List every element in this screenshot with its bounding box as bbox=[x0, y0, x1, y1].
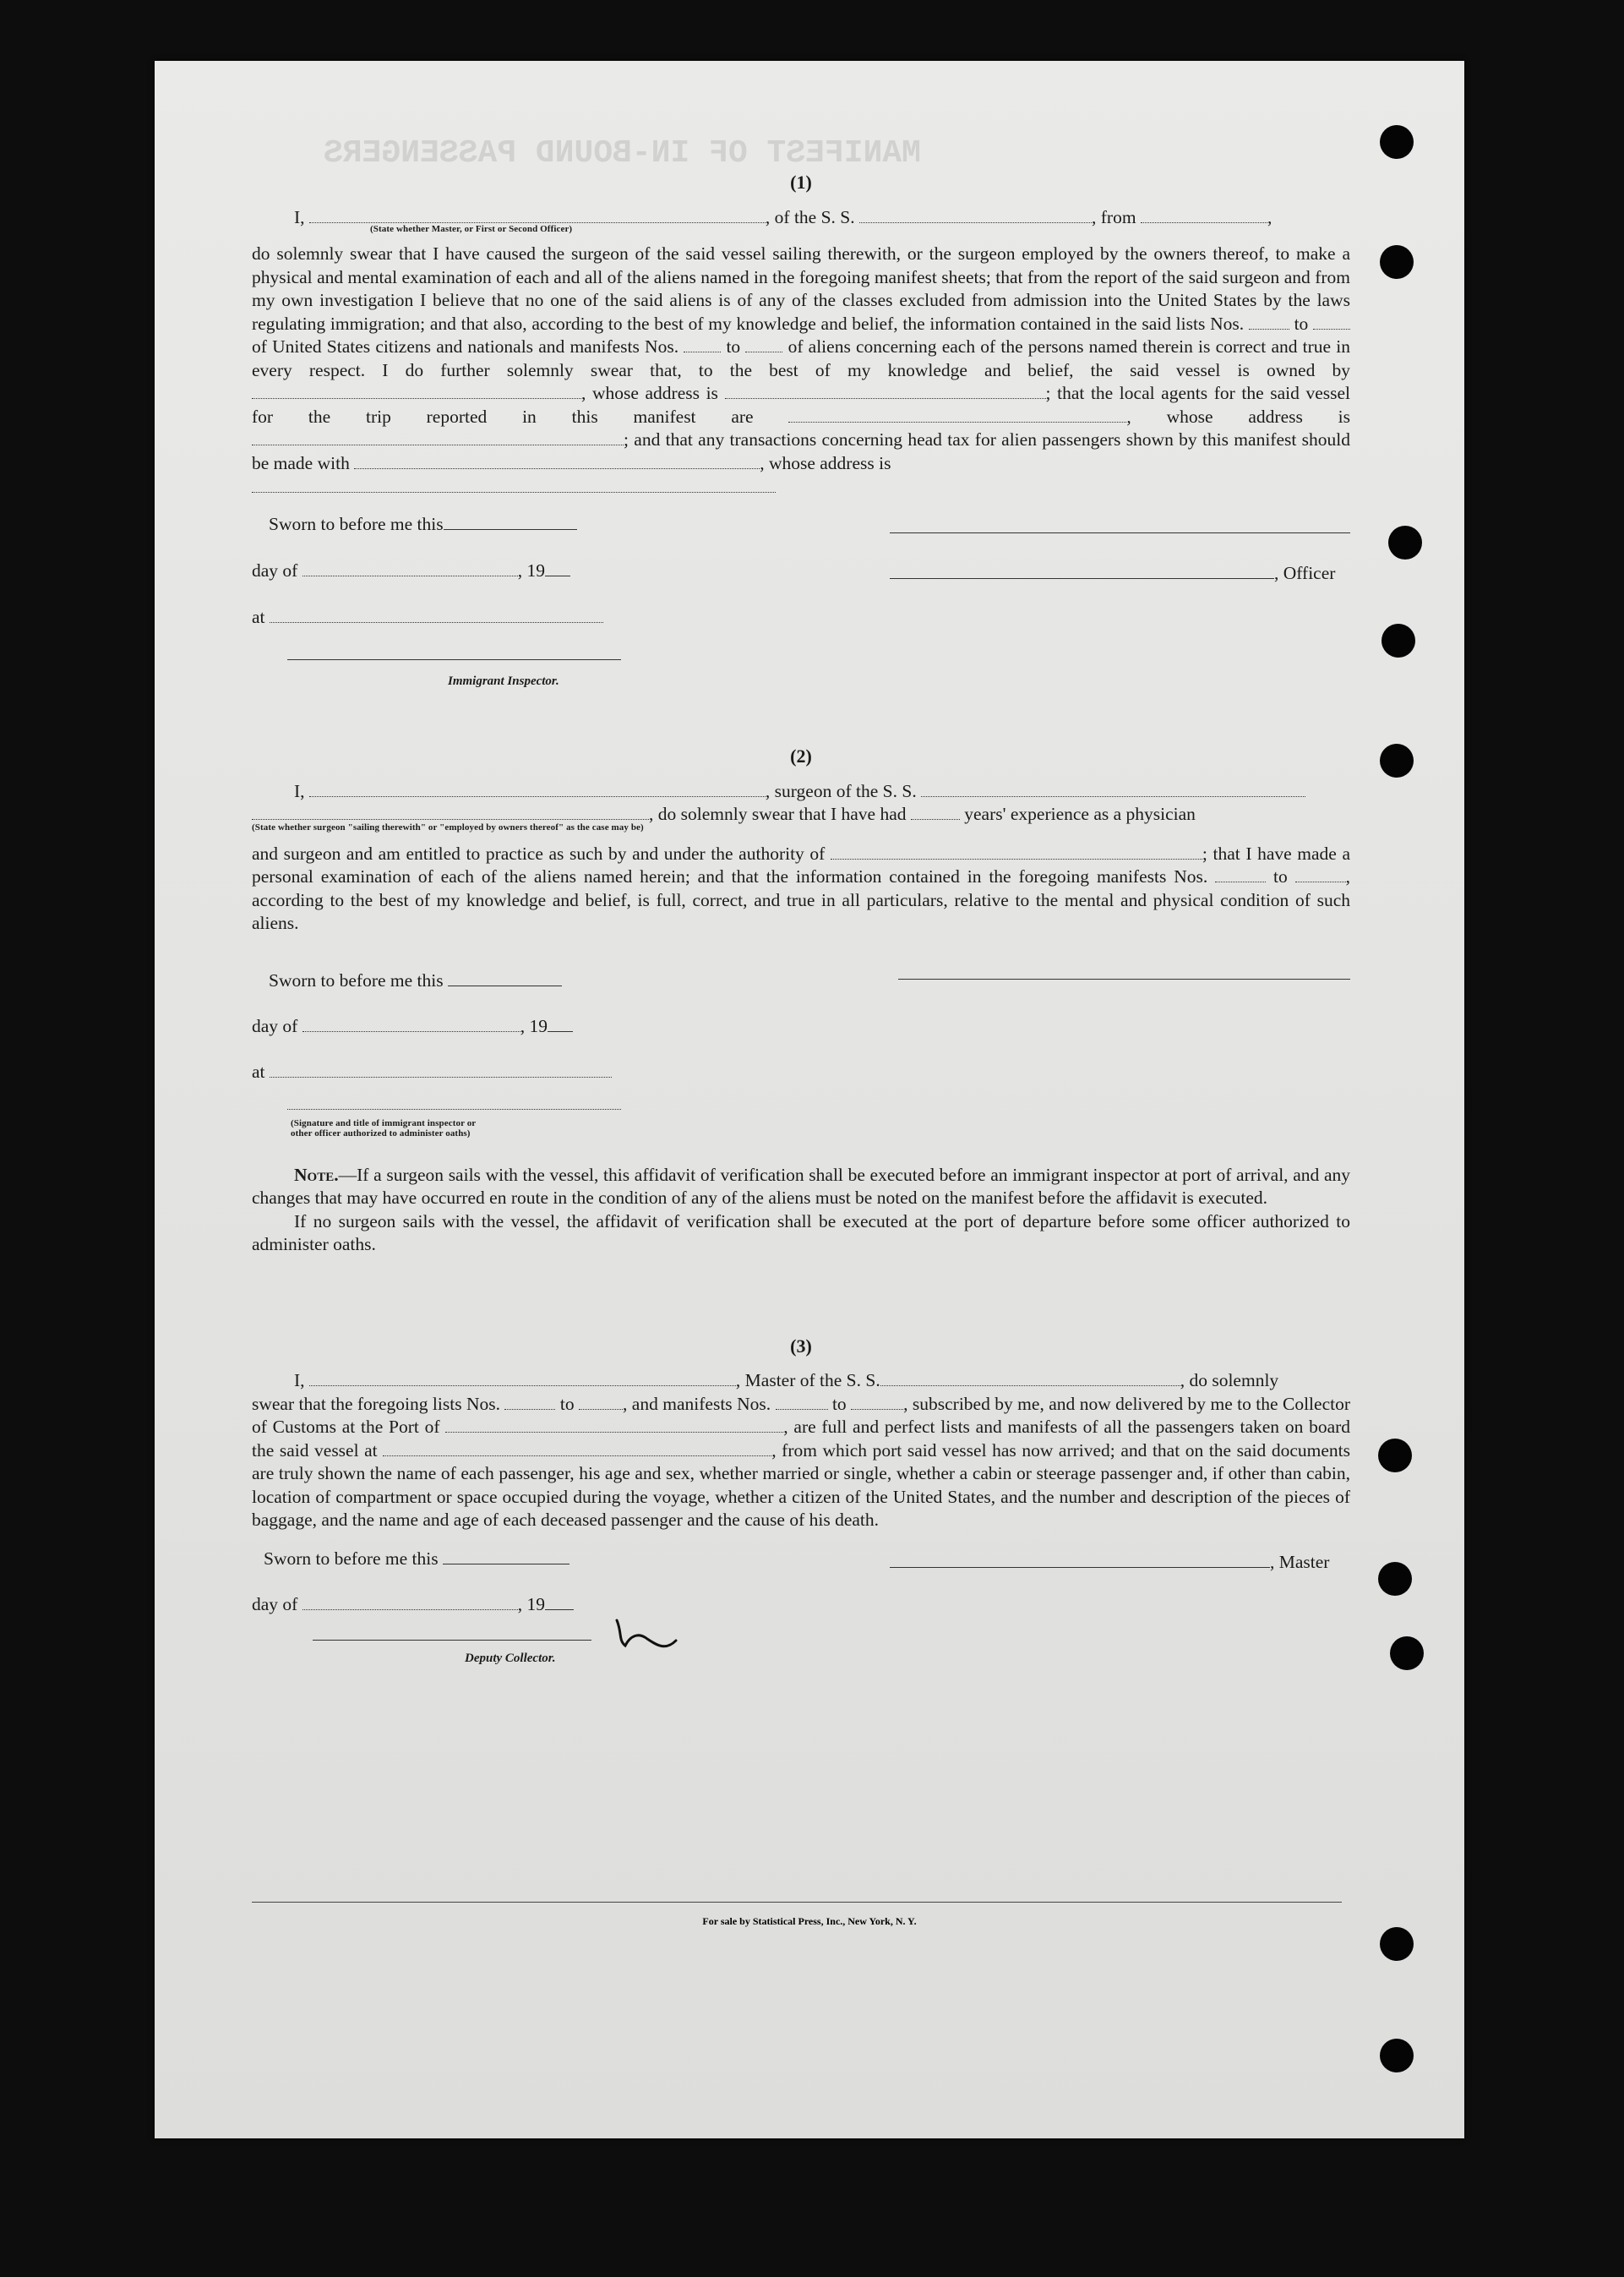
deputy-collector-caption: Deputy Collector. bbox=[465, 1651, 556, 1665]
sig-caption-2: other officer authorized to administer oaths) bbox=[291, 1128, 471, 1138]
section2-body: and surgeon and am entitled to practice as such by and under the authority of ; that I have made a personal examination of each of the aliens named herein; and that the information contained in the foregoing manifests Nos. to , according to the best of my knowledge and belief, is full, correct, and true in all particulars, relative to the mental and physical condition of such aliens. bbox=[252, 843, 1351, 933]
label-from: , from bbox=[1092, 206, 1136, 227]
section3-signature-block: Sworn to before me this day of , 19 Deputy Collector. , Master bbox=[252, 1548, 1350, 1700]
surgeon-name-field[interactable] bbox=[309, 781, 766, 797]
punch-hole bbox=[1378, 1439, 1412, 1472]
at-place-field-2[interactable] bbox=[270, 1062, 612, 1078]
section1-signature-block: Sworn to before me this day of , 19 at Immigrant Inspector. , Officer bbox=[252, 513, 1350, 724]
manifests-to-field[interactable] bbox=[745, 336, 782, 352]
document-page bbox=[155, 61, 1464, 2138]
punch-hole bbox=[1380, 2039, 1414, 2072]
sworn-date-field-3[interactable] bbox=[443, 1548, 569, 1564]
agents-address-field[interactable] bbox=[252, 429, 624, 445]
sworn-date-field[interactable] bbox=[444, 514, 577, 530]
master-signature-field[interactable] bbox=[890, 1552, 1270, 1568]
manifests-from-field-3[interactable] bbox=[776, 1394, 828, 1410]
lists-to-field-3[interactable] bbox=[579, 1394, 623, 1410]
lists-from-field[interactable] bbox=[1249, 314, 1289, 330]
year-field[interactable] bbox=[545, 560, 570, 576]
punch-hole bbox=[1380, 744, 1414, 778]
section2-note-2: If no surgeon sails with the vessel, the affidavit of verification shall be executed at the port of departure before some officer authorized to administer oaths. bbox=[252, 1210, 1350, 1254]
head-tax-agent-field[interactable] bbox=[354, 453, 760, 469]
lists-from-field-3[interactable] bbox=[504, 1394, 555, 1410]
master-name-field[interactable] bbox=[309, 1370, 736, 1386]
port-of-embarkation-field[interactable] bbox=[383, 1440, 771, 1456]
at-place-field[interactable] bbox=[270, 607, 603, 623]
punch-hole bbox=[1378, 1562, 1412, 1596]
officer-signature-line-top[interactable] bbox=[890, 532, 1350, 533]
form-content bbox=[252, 171, 1350, 1700]
authority-field[interactable] bbox=[831, 844, 1202, 860]
deputy-collector-signature-line[interactable] bbox=[313, 1639, 591, 1641]
section2-experience-line: , do solemnly swear that I have had years' experience as a physician bbox=[252, 803, 1350, 827]
punch-hole bbox=[1381, 624, 1415, 658]
surgeon-type-field[interactable] bbox=[252, 804, 649, 820]
day-of-field-3[interactable] bbox=[302, 1594, 518, 1610]
bleed-through-text: MANIFEST OF IN-BOUND PASSENGERS bbox=[324, 135, 921, 172]
departure-port-field[interactable] bbox=[1141, 207, 1267, 223]
section-number: (1) bbox=[790, 172, 812, 193]
section2-note: Note.—If a surgeon sails with the vessel, this affidavit of verification shall be executed before an immigrant inspector at port of arrival, and any changes that may have occurred en route in the condition of any of the aliens must be noted on the manifest before the affidavit is executed. bbox=[252, 1164, 1350, 1208]
section2-oath-line: I, , surgeon of the S. S. bbox=[252, 780, 1350, 804]
section-number: (3) bbox=[790, 1335, 812, 1357]
section1-hint: (State whether Master, or First or Second Officer) bbox=[370, 224, 573, 234]
section1-oath-line: I, , of the S. S. , from , bbox=[294, 206, 1272, 227]
owner-address-field[interactable] bbox=[725, 383, 1046, 399]
inspector-signature-line[interactable] bbox=[287, 658, 621, 660]
officer-signature-field[interactable] bbox=[890, 563, 1274, 579]
years-field[interactable] bbox=[911, 804, 960, 820]
day-of-field[interactable] bbox=[302, 560, 518, 576]
manifests-to-field-3[interactable] bbox=[851, 1394, 903, 1410]
lists-to-field[interactable] bbox=[1313, 314, 1350, 330]
inspector-signature-line-2[interactable] bbox=[287, 1108, 621, 1110]
section2-hint: (State whether surgeon "sailing therewith" or "employed by owners thereof" as the case may be) bbox=[252, 822, 644, 833]
punch-hole bbox=[1390, 1636, 1424, 1670]
surgeon-vessel-field[interactable] bbox=[921, 781, 1305, 797]
sworn-date-field-2[interactable] bbox=[448, 970, 562, 986]
section3-oath-line: I, , Master of the S. S. , do solemnly bbox=[294, 1370, 1279, 1390]
surgeon-signature-line[interactable] bbox=[898, 978, 1350, 980]
footer-rule bbox=[252, 1902, 1342, 1903]
section-number: (2) bbox=[790, 745, 812, 767]
day-of-field-2[interactable] bbox=[302, 1016, 520, 1032]
officer-rank-field[interactable] bbox=[309, 207, 766, 223]
master-vessel-field[interactable] bbox=[880, 1370, 1180, 1386]
local-agents-field[interactable] bbox=[788, 407, 1126, 423]
year-field-3[interactable] bbox=[545, 1594, 574, 1610]
section2-signature-block: Sworn to before me this day of , 19 at (Signature and title of immigrant inspector or other officer authorized to administer oaths) bbox=[252, 969, 1350, 1164]
vessel-name-field[interactable] bbox=[859, 207, 1092, 223]
year-field-2[interactable] bbox=[548, 1016, 573, 1032]
label-i: I, bbox=[294, 206, 305, 227]
punch-hole bbox=[1380, 1927, 1414, 1961]
punch-hole bbox=[1380, 125, 1414, 159]
port-of-arrival-field[interactable] bbox=[445, 1417, 783, 1433]
printer-imprint: For sale by Statistical Press, Inc., New York, N. Y. bbox=[702, 1915, 917, 1927]
punch-hole bbox=[1388, 526, 1422, 560]
section3-body: swear that the foregoing lists Nos. to , and manifests Nos. to , subscribed by me, and now delivered by me to the Collector of Customs at the Port of , are full and perfect lists and manifests of all the passengers taken on board the said vessel at , from which port said vessel has now arrived; and that on the said documents are truly shown the name of each passenger, his age and sex, whether married or single, whether a cabin or steerage passenger and, if other than cabin, location of compartment or space occupied during the voyage, whether a citizen of the United States, and the number and description of the pieces of baggage, and the name and age of each deceased passenger and the cause of his death. bbox=[252, 1393, 1351, 1530]
head-tax-address-field[interactable] bbox=[252, 477, 776, 493]
manifests-to-field-2[interactable] bbox=[1295, 866, 1346, 882]
owner-field[interactable] bbox=[252, 383, 581, 399]
section1-body: do solemnly swear that I have caused the surgeon of the said vessel sailing therewith, or the surgeon employed by the owners thereof, to make a physical and mental examination of each and all of the aliens named in the foregoing manifest sheets; that from the report of the said surgeon and from my own investigation I believe that no one of the said aliens is of any of the classes excluded from admission into the United States by the laws regulating immigration; and that also, according to the best of my knowledge and belief, the information contained in the said lists Nos. to of United States citizens and nationals and manifests Nos. to of aliens concerning each of the persons named therein is correct and true in every respect. I do further solemnly swear that, to the best of my knowledge and belief, the said vessel is owned by , whose address is ; that the local agents for the said vessel for the trip reported in this manifest are , whose address is ; and that any transactions concerning head tax for alien passengers shown by this manifest should be made with , whose address is bbox=[252, 243, 1351, 473]
inspector-caption: Immigrant Inspector. bbox=[448, 674, 559, 688]
handwritten-mark bbox=[613, 1617, 681, 1659]
manifests-from-field[interactable] bbox=[684, 336, 721, 352]
sig-caption-1: (Signature and title of immigrant inspector or bbox=[291, 1117, 477, 1128]
manifests-from-field-2[interactable] bbox=[1215, 866, 1266, 882]
punch-hole bbox=[1380, 245, 1414, 279]
label-of-ss: , of the S. S. bbox=[765, 206, 855, 227]
